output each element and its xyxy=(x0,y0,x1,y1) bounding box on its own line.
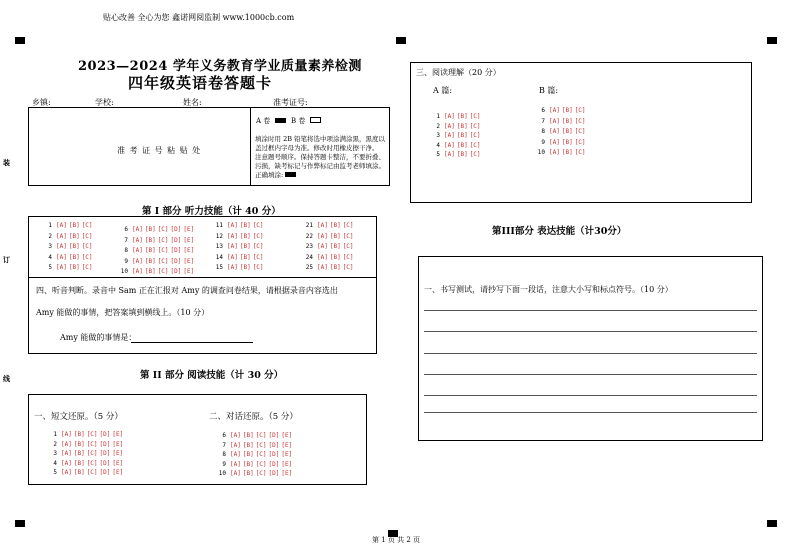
question-number: 8 xyxy=(541,128,545,135)
question-number: 10 xyxy=(120,268,128,275)
answer-bubble[interactable]: [B] xyxy=(456,113,468,120)
question-number: 6 xyxy=(222,432,226,439)
question-number: 9 xyxy=(124,257,128,265)
writing-line[interactable] xyxy=(424,331,757,332)
answer-bubble[interactable]: [A] xyxy=(227,232,238,240)
question-number: 8 xyxy=(124,247,128,254)
answer-bubble[interactable]: [A] xyxy=(132,268,143,275)
answer-row xyxy=(535,118,588,125)
answer-bubble[interactable]: [B] xyxy=(144,236,156,244)
answer-bubble[interactable]: [A] xyxy=(444,141,455,149)
answer-bubble[interactable]: [B] xyxy=(561,138,573,146)
answer-bubble[interactable]: [C] xyxy=(252,232,264,240)
answer-row xyxy=(213,222,266,229)
question-number: 5 xyxy=(436,151,440,158)
answer-bubble[interactable]: [A] xyxy=(227,222,238,229)
answer-bubble[interactable]: [C] xyxy=(469,151,481,158)
part2-title: 第 II 部分 阅读技能（计 30 分） xyxy=(140,370,284,381)
question-number: 15 xyxy=(215,264,223,271)
reading3-a-label: A 篇: xyxy=(433,86,453,95)
question-number: 9 xyxy=(222,460,226,468)
answer-row xyxy=(47,441,125,448)
answer-bubble[interactable]: [A] xyxy=(317,264,328,271)
answer-bubble[interactable]: [A] xyxy=(56,264,67,271)
answer-row xyxy=(213,243,266,250)
question-number: 24 xyxy=(305,253,313,261)
question-number: 3 xyxy=(53,450,57,457)
answer-bubble[interactable]: [E] xyxy=(281,470,293,477)
answer-bubble[interactable]: [A] xyxy=(61,431,72,438)
question-number: 2 xyxy=(53,440,57,448)
question-number: 11 xyxy=(215,222,223,229)
answer-bubble[interactable]: [D] xyxy=(170,247,182,254)
writing-line[interactable] xyxy=(424,353,757,354)
question-number: 25 xyxy=(305,264,313,271)
answer-bubble[interactable]: [E] xyxy=(281,451,293,458)
answer-row xyxy=(216,461,294,468)
reading3-b-label: B 篇: xyxy=(539,86,559,95)
answer-row xyxy=(535,149,588,156)
answer-bubble[interactable]: [C] xyxy=(574,149,586,156)
question-number: 2 xyxy=(436,122,440,130)
answer-bubble[interactable]: [C] xyxy=(342,264,354,271)
answer-bubble[interactable]: [C] xyxy=(574,128,586,135)
answer-row xyxy=(216,432,294,439)
answer-bubble[interactable]: [B] xyxy=(456,132,468,139)
answer-bubble[interactable]: [D] xyxy=(170,236,182,244)
writing-box xyxy=(418,256,763,441)
part1-title: 第 I 部分 听力技能（计 40 分） xyxy=(142,206,281,217)
question-number: 3 xyxy=(436,132,440,139)
answer-row xyxy=(42,222,95,229)
question-number: 9 xyxy=(541,138,545,146)
side-label: 装 xyxy=(3,158,10,167)
answer-row xyxy=(47,450,125,457)
question-number: 7 xyxy=(541,117,545,125)
answer-bubble[interactable]: [D] xyxy=(99,469,111,476)
answer-bubble[interactable]: [B] xyxy=(73,440,85,448)
answer-bubble[interactable]: [B] xyxy=(329,243,341,250)
answer-row xyxy=(213,264,266,271)
answer-bubble[interactable]: [A] xyxy=(230,432,241,439)
question-number: 13 xyxy=(215,243,223,250)
answer-bubble[interactable]: [E] xyxy=(183,247,195,254)
answer-bubble[interactable]: [D] xyxy=(268,441,280,449)
answer-bubble[interactable]: [A] xyxy=(549,128,560,135)
answer-bubble[interactable]: [B] xyxy=(561,128,573,135)
answer-bubble[interactable]: [C] xyxy=(86,450,98,457)
answer-bubble[interactable]: [A] xyxy=(317,222,328,229)
answer-bubble[interactable]: [E] xyxy=(112,431,124,438)
answer-bubble[interactable]: [E] xyxy=(281,432,293,439)
answer-bubble[interactable]: [E] xyxy=(112,469,124,476)
answer-bubble[interactable]: [A] xyxy=(444,151,455,158)
answer-bubble[interactable]: [E] xyxy=(183,268,195,275)
answer-bubble[interactable]: [E] xyxy=(112,459,124,467)
answer-bubble[interactable]: [C] xyxy=(86,459,98,467)
answer-bubble[interactable]: [C] xyxy=(157,247,169,254)
answer-bubble[interactable]: [B] xyxy=(561,117,573,125)
answer-bubble[interactable]: [B] xyxy=(239,222,251,229)
reading3-title: 三、阅读理解（20 分） xyxy=(416,68,501,77)
answer-row xyxy=(42,243,95,250)
answer-row xyxy=(213,254,266,261)
instructions: 填涂时用 2B 铅笔将选中项涂满涂黑，黑度以 盖过框内字母为准。修改时用橡皮擦干净。 注意题号顺序。保持答题卡整洁，不要折叠、 污损，缺考标记与作弊标记由监考老师填涂。 正确填涂: xyxy=(255,135,386,179)
answer-bubble[interactable]: [C] xyxy=(255,432,267,439)
answer-bubble[interactable]: [D] xyxy=(268,460,280,468)
answer-bubble[interactable]: [B] xyxy=(242,441,254,449)
question-number: 2 xyxy=(48,232,52,240)
answer-bubble[interactable]: [B] xyxy=(456,151,468,158)
answer-bubble[interactable]: [C] xyxy=(81,253,93,261)
answer-row xyxy=(303,243,356,250)
answer-row xyxy=(118,247,196,254)
answer-bubble[interactable]: [E] xyxy=(183,226,195,233)
answer-bubble[interactable]: [B] xyxy=(239,253,251,261)
answer-bubble[interactable]: [A] xyxy=(132,226,143,233)
answer-bubble[interactable]: [E] xyxy=(281,441,293,449)
answer-bubble[interactable]: [C] xyxy=(255,470,267,477)
question-number: 4 xyxy=(436,141,440,149)
answer-bubble[interactable]: [B] xyxy=(144,226,156,233)
answer-bubble[interactable]: [B] xyxy=(329,264,341,271)
answer-row xyxy=(535,128,588,135)
answer-bubble[interactable]: [A] xyxy=(61,469,72,476)
answer-row xyxy=(47,460,125,467)
answer-bubble[interactable]: [D] xyxy=(99,450,111,457)
listening-q4-line2: Amy 能做的事情，把答案填到横线上。（10 分） xyxy=(36,308,210,317)
answer-row xyxy=(42,254,95,261)
top-note: 贴心改善 全心为您 鑫诺网阅监制 www.1000cb.com xyxy=(103,13,295,22)
answer-bubble[interactable]: [D] xyxy=(99,431,111,438)
answer-bubble[interactable]: [B] xyxy=(68,253,80,261)
answer-bubble[interactable]: [C] xyxy=(574,117,586,125)
writing-q1-label: 一、书写测试，请抄写下面一段话，注意大小写和标点符号。（10 分） xyxy=(424,285,673,294)
answer-bubble[interactable]: [A] xyxy=(444,132,455,139)
answer-bubble[interactable]: [C] xyxy=(157,236,169,244)
answer-bubble[interactable]: [D] xyxy=(268,470,280,477)
answer-bubble[interactable]: [A] xyxy=(230,460,241,468)
question-number: 7 xyxy=(222,441,226,449)
question-number: 1 xyxy=(53,431,57,438)
question-number: 6 xyxy=(541,107,545,114)
answer-bubble[interactable]: [B] xyxy=(561,107,573,114)
answer-bubble[interactable]: [B] xyxy=(68,264,80,271)
filled-box-icon xyxy=(275,118,286,123)
answer-bubble[interactable]: [B] xyxy=(73,469,85,476)
answer-bubble[interactable]: [A] xyxy=(61,459,72,467)
field-school[interactable]: 学校: xyxy=(95,98,114,107)
side-label: 线 xyxy=(3,374,10,383)
answer-bubble[interactable]: [E] xyxy=(183,236,195,244)
question-number: 5 xyxy=(53,469,57,476)
answer-bubble[interactable]: [C] xyxy=(81,243,93,250)
answer-bubble[interactable]: [C] xyxy=(157,268,169,275)
question-number: 4 xyxy=(53,459,57,467)
answer-row xyxy=(303,233,356,240)
answer-bubble[interactable]: [B] xyxy=(242,451,254,458)
registration-mark xyxy=(15,37,25,44)
answer-bubble[interactable]: [B] xyxy=(68,243,80,250)
answer-bubble[interactable]: [A] xyxy=(132,247,143,254)
answer-bubble[interactable]: [E] xyxy=(112,450,124,457)
answer-bubble[interactable]: [C] xyxy=(157,257,169,265)
answer-row xyxy=(118,226,196,233)
answer-row xyxy=(47,431,125,438)
exam-title: 2023—2024 学年义务教育学业质量素养检测 xyxy=(78,59,362,74)
answer-bubble[interactable]: [B] xyxy=(456,141,468,149)
answer-bubble[interactable]: [C] xyxy=(86,431,98,438)
answer-bubble[interactable]: [C] xyxy=(574,138,586,146)
answer-row xyxy=(216,470,294,477)
question-number: 12 xyxy=(215,232,223,240)
answer-bubble[interactable]: [D] xyxy=(170,226,182,233)
answer-bubble[interactable]: [C] xyxy=(469,132,481,139)
answer-row xyxy=(430,132,483,139)
field-name[interactable]: 姓名: xyxy=(183,98,202,107)
answer-row xyxy=(42,264,95,271)
question-number: 1 xyxy=(48,222,52,229)
answer-bubble[interactable]: [B] xyxy=(68,222,80,229)
question-number: 23 xyxy=(305,243,313,250)
card-title: 四年级英语卷答题卡 xyxy=(128,74,273,92)
answer-bubble[interactable]: [B] xyxy=(68,232,80,240)
answer-bubble[interactable]: [B] xyxy=(239,232,251,240)
answer-bubble[interactable]: [C] xyxy=(342,232,354,240)
answer-bubble[interactable]: [C] xyxy=(81,222,93,229)
answer-bubble[interactable]: [A] xyxy=(230,451,241,458)
answer-bubble[interactable]: [B] xyxy=(242,432,254,439)
question-number: 8 xyxy=(222,451,226,458)
question-number: 10 xyxy=(537,149,545,156)
answer-bubble[interactable]: [C] xyxy=(574,107,586,114)
answer-bubble[interactable]: [B] xyxy=(329,232,341,240)
writing-line[interactable] xyxy=(424,412,757,413)
question-number: 3 xyxy=(48,243,52,250)
answer-row xyxy=(430,123,483,130)
answer-bubble[interactable]: [C] xyxy=(342,253,354,261)
page-footer: 第 1 页 共 2 页 xyxy=(372,536,421,544)
answer-bubble[interactable]: [B] xyxy=(329,222,341,229)
answer-bubble[interactable]: [A] xyxy=(230,470,241,477)
answer-bubble[interactable]: [A] xyxy=(549,107,560,114)
question-number: 1 xyxy=(436,113,440,120)
answer-row xyxy=(216,451,294,458)
answer-row xyxy=(303,264,356,271)
paper-type-b[interactable]: B 卷 xyxy=(291,116,321,126)
answer-bubble[interactable]: [C] xyxy=(81,232,93,240)
answer-bubble[interactable]: [B] xyxy=(73,431,85,438)
answer-bubble[interactable]: [A] xyxy=(230,441,241,449)
answer-row xyxy=(216,442,294,449)
answer-bubble[interactable]: [D] xyxy=(268,432,280,439)
answer-bubble[interactable]: [B] xyxy=(239,243,251,250)
listening-q4-answer-label: Amy 能做的事情是： xyxy=(60,333,137,342)
answer-bubble[interactable]: [E] xyxy=(281,460,293,468)
answer-bubble[interactable]: [B] xyxy=(242,460,254,468)
answer-bubble[interactable]: [A] xyxy=(56,232,67,240)
question-number: 6 xyxy=(124,226,128,233)
answer-bubble[interactable]: [B] xyxy=(144,247,156,254)
filled-example-icon xyxy=(285,172,296,177)
answer-bubble[interactable]: [A] xyxy=(549,117,560,125)
answer-bubble[interactable]: [D] xyxy=(268,451,280,458)
answer-bubble[interactable]: [C] xyxy=(342,243,354,250)
field-exam-number[interactable]: 准考证号: xyxy=(273,98,308,107)
answer-bubble[interactable]: [C] xyxy=(157,226,169,233)
answer-bubble[interactable]: [A] xyxy=(56,222,67,229)
answer-bubble[interactable]: [C] xyxy=(255,451,267,458)
question-number: 7 xyxy=(124,236,128,244)
answer-bubble[interactable]: [A] xyxy=(317,243,328,250)
answer-bubble[interactable]: [A] xyxy=(549,138,560,146)
answer-row xyxy=(535,107,588,114)
answer-bubble[interactable]: [D] xyxy=(170,257,182,265)
answer-bubble[interactable]: [B] xyxy=(242,470,254,477)
info-box xyxy=(28,107,390,186)
answer-row xyxy=(430,142,483,149)
answer-bubble[interactable]: [A] xyxy=(56,253,67,261)
answer-bubble[interactable]: [A] xyxy=(227,253,238,261)
answer-row xyxy=(303,222,356,229)
answer-bubble[interactable]: [C] xyxy=(469,122,481,130)
answer-bubble[interactable]: [C] xyxy=(252,243,264,250)
answer-bubble[interactable]: [C] xyxy=(255,441,267,449)
answer-row xyxy=(118,258,196,265)
answer-bubble[interactable]: [A] xyxy=(227,243,238,250)
answer-bubble[interactable]: [B] xyxy=(239,264,251,271)
answer-bubble[interactable]: [A] xyxy=(61,450,72,457)
answer-bubble[interactable]: [C] xyxy=(469,113,481,120)
answer-bubble[interactable]: [B] xyxy=(561,149,573,156)
answer-bubble[interactable]: [E] xyxy=(183,257,195,265)
answer-bubble[interactable]: [A] xyxy=(56,243,67,250)
answer-row xyxy=(535,139,588,146)
answer-bubble[interactable]: [E] xyxy=(112,440,124,448)
answer-bubble[interactable]: [D] xyxy=(99,459,111,467)
empty-box-icon xyxy=(310,117,321,123)
registration-mark xyxy=(396,37,406,44)
sticker-label: 准 考 证 号 粘 贴 处 xyxy=(117,146,202,155)
answer-row xyxy=(213,233,266,240)
question-number: 22 xyxy=(305,232,313,240)
question-number: 4 xyxy=(48,253,52,261)
answer-bubble[interactable]: [B] xyxy=(329,253,341,261)
answer-bubble[interactable]: [C] xyxy=(81,264,93,271)
side-label: 订 xyxy=(3,255,10,264)
answer-bubble[interactable]: [C] xyxy=(86,469,98,476)
reading-q1-label: 一、短文还原。（5 分） xyxy=(34,412,123,422)
registration-mark xyxy=(767,520,777,527)
answer-bubble[interactable]: [B] xyxy=(73,459,85,467)
answer-bubble[interactable]: [A] xyxy=(549,149,560,156)
question-number: 5 xyxy=(48,264,52,271)
reading-q2-label: 二、对话还原。（5 分） xyxy=(209,412,298,422)
question-number: 10 xyxy=(218,470,226,477)
answer-bubble[interactable]: [B] xyxy=(144,268,156,275)
question-number: 21 xyxy=(305,222,313,229)
answer-bubble[interactable]: [C] xyxy=(342,222,354,229)
answer-bubble[interactable]: [C] xyxy=(86,440,98,448)
writing-line[interactable] xyxy=(424,395,757,396)
answer-row xyxy=(303,254,356,261)
answer-bubble[interactable]: [A] xyxy=(227,264,238,271)
answer-bubble[interactable]: [D] xyxy=(170,268,182,275)
answer-bubble[interactable]: [B] xyxy=(73,450,85,457)
answer-bubble[interactable]: [A] xyxy=(444,113,455,120)
answer-row xyxy=(118,237,196,244)
answer-line[interactable] xyxy=(131,342,253,343)
writing-line[interactable] xyxy=(424,310,757,311)
answer-row xyxy=(47,469,125,476)
answer-bubble[interactable]: [C] xyxy=(252,222,264,229)
answer-bubble[interactable]: [B] xyxy=(144,257,156,265)
answer-bubble[interactable]: [A] xyxy=(317,232,328,240)
answer-bubble[interactable]: [A] xyxy=(61,440,72,448)
answer-bubble[interactable]: [A] xyxy=(317,253,328,261)
answer-bubble[interactable]: [A] xyxy=(444,122,455,130)
registration-mark xyxy=(767,37,777,44)
answer-bubble[interactable]: [A] xyxy=(132,257,143,265)
part3-title: 第III部分 表达技能（计30分） xyxy=(492,226,627,237)
listening-q4-line1: 四、听音判断。录音中 Sam 正在汇报对 Amy 的调查问卷结果，请根据录音内容选出 xyxy=(36,286,338,295)
answer-row xyxy=(430,151,483,158)
answer-bubble[interactable]: [A] xyxy=(132,236,143,244)
answer-bubble[interactable]: [C] xyxy=(252,253,264,261)
field-town[interactable]: 乡镇: xyxy=(32,98,51,107)
writing-line[interactable] xyxy=(424,374,757,375)
answer-bubble[interactable]: [D] xyxy=(99,440,111,448)
answer-bubble[interactable]: [C] xyxy=(252,264,264,271)
answer-bubble[interactable]: [B] xyxy=(456,122,468,130)
answer-bubble[interactable]: [C] xyxy=(469,141,481,149)
question-number: 14 xyxy=(215,253,223,261)
answer-row xyxy=(42,233,95,240)
answer-row xyxy=(118,268,196,275)
answer-row xyxy=(430,113,483,120)
answer-bubble[interactable]: [C] xyxy=(255,460,267,468)
registration-mark xyxy=(15,520,25,527)
paper-type-a[interactable]: A 卷 xyxy=(256,116,286,126)
